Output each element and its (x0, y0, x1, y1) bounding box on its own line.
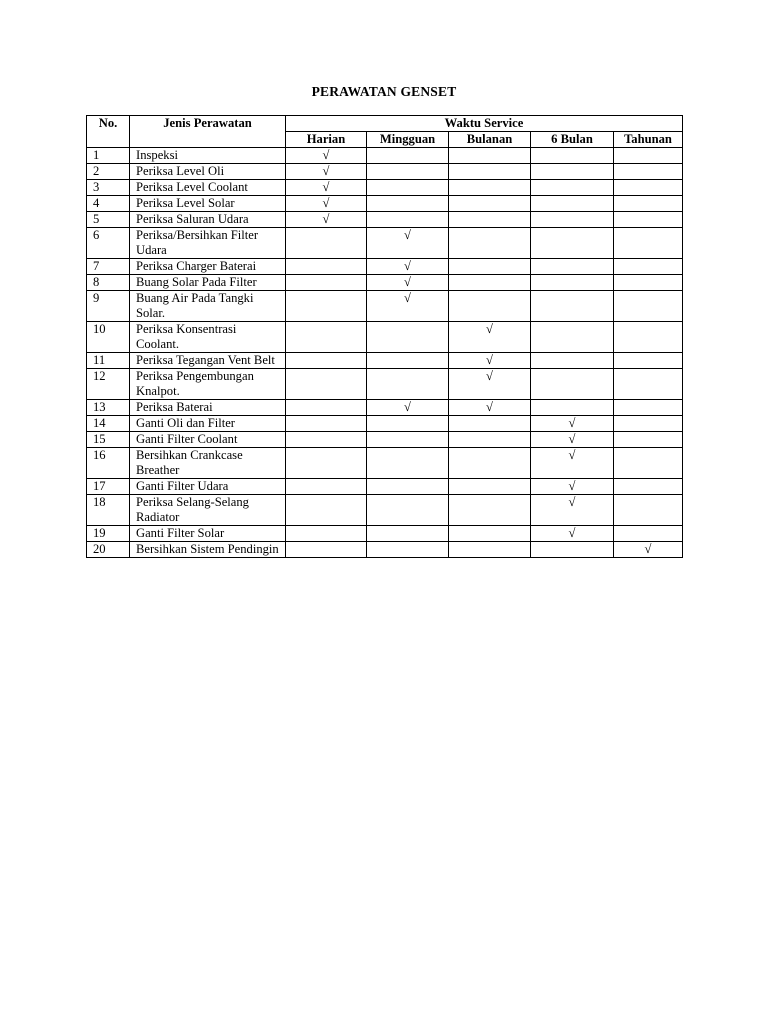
table-row (87, 148, 683, 164)
check-cell (531, 148, 614, 164)
check-cell (614, 275, 683, 291)
check-cell: √ (286, 212, 367, 228)
table-row (87, 353, 683, 369)
check-cell: √ (367, 228, 449, 259)
table-row (87, 275, 683, 291)
row-number: 19 (87, 526, 130, 542)
table-row (87, 164, 683, 180)
check-cell (614, 180, 683, 196)
check-cell (449, 495, 531, 526)
row-number: 18 (87, 495, 130, 526)
row-number: 8 (87, 275, 130, 291)
check-cell: √ (449, 369, 531, 400)
row-number: 15 (87, 432, 130, 448)
check-cell (449, 479, 531, 495)
row-number: 9 (87, 291, 130, 322)
check-cell (367, 479, 449, 495)
check-cell (614, 291, 683, 322)
row-task: Ganti Filter Udara (130, 479, 286, 495)
row-number: 13 (87, 400, 130, 416)
check-cell (449, 275, 531, 291)
check-cell (286, 448, 367, 479)
check-cell (367, 164, 449, 180)
check-cell: √ (286, 164, 367, 180)
check-cell (367, 416, 449, 432)
check-cell (367, 322, 449, 353)
check-cell (449, 196, 531, 212)
row-task: Periksa Tegangan Vent Belt (130, 353, 286, 369)
check-cell (531, 322, 614, 353)
row-number: 4 (87, 196, 130, 212)
check-cell: √ (286, 148, 367, 164)
header-harian: Harian (286, 132, 367, 148)
header-jenis-perawatan: Jenis Perawatan (130, 116, 286, 148)
table-body (87, 148, 683, 558)
check-cell: √ (614, 542, 683, 558)
check-cell (614, 228, 683, 259)
row-task: Buang Air Pada Tangki Solar. (130, 291, 286, 322)
table-row (87, 448, 683, 479)
row-number: 7 (87, 259, 130, 275)
row-task: Periksa Level Solar (130, 196, 286, 212)
row-number: 16 (87, 448, 130, 479)
check-cell (531, 369, 614, 400)
check-cell: √ (449, 322, 531, 353)
check-cell (286, 369, 367, 400)
check-cell (286, 353, 367, 369)
table-row (87, 400, 683, 416)
check-cell (531, 259, 614, 275)
check-cell (531, 353, 614, 369)
check-cell: √ (531, 416, 614, 432)
check-cell (531, 212, 614, 228)
check-cell (531, 542, 614, 558)
page-title: PERAWATAN GENSET (311, 84, 457, 99)
check-cell (286, 432, 367, 448)
check-cell (449, 448, 531, 479)
check-cell (614, 448, 683, 479)
check-cell (614, 212, 683, 228)
table-row (87, 416, 683, 432)
check-cell (449, 164, 531, 180)
check-cell (531, 164, 614, 180)
check-cell: √ (531, 448, 614, 479)
check-cell: √ (367, 400, 449, 416)
table-row (87, 228, 683, 259)
row-number: 3 (87, 180, 130, 196)
check-cell: √ (449, 400, 531, 416)
check-cell (614, 164, 683, 180)
row-task: Periksa Saluran Udara (130, 212, 286, 228)
check-cell (614, 353, 683, 369)
check-cell (449, 542, 531, 558)
check-cell (531, 291, 614, 322)
check-cell: √ (449, 353, 531, 369)
check-cell (367, 432, 449, 448)
row-task: Periksa Level Oli (130, 164, 286, 180)
check-cell (367, 148, 449, 164)
header-mingguan: Mingguan (367, 132, 449, 148)
row-number: 14 (87, 416, 130, 432)
check-cell (367, 353, 449, 369)
check-cell (286, 322, 367, 353)
check-cell (286, 275, 367, 291)
check-cell: √ (531, 432, 614, 448)
table-row (87, 291, 683, 322)
table-row (87, 526, 683, 542)
header-6-bulan: 6 Bulan (531, 132, 614, 148)
row-task: Buang Solar Pada Filter (130, 275, 286, 291)
check-cell (449, 180, 531, 196)
check-cell (531, 228, 614, 259)
table-row (87, 212, 683, 228)
check-cell (449, 148, 531, 164)
check-cell (614, 479, 683, 495)
check-cell (286, 495, 367, 526)
row-task: Periksa Charger Baterai (130, 259, 286, 275)
check-cell (531, 196, 614, 212)
check-cell (449, 212, 531, 228)
row-task: Ganti Filter Solar (130, 526, 286, 542)
check-cell (286, 526, 367, 542)
check-cell: √ (367, 259, 449, 275)
table-row (87, 322, 683, 353)
check-cell (614, 148, 683, 164)
check-cell: √ (286, 196, 367, 212)
row-number: 11 (87, 353, 130, 369)
check-cell (449, 432, 531, 448)
check-cell (614, 322, 683, 353)
check-cell (614, 400, 683, 416)
check-cell (367, 526, 449, 542)
row-number: 5 (87, 212, 130, 228)
row-task: Bersihkan Sistem Pendingin (130, 542, 286, 558)
check-cell: √ (531, 495, 614, 526)
check-cell: √ (531, 526, 614, 542)
row-task: Inspeksi (130, 148, 286, 164)
check-cell: √ (367, 275, 449, 291)
table-row (87, 495, 683, 526)
check-cell (614, 416, 683, 432)
row-task: Periksa Pengembungan Knalpot. (130, 369, 286, 400)
check-cell (286, 416, 367, 432)
check-cell: √ (531, 479, 614, 495)
header-no: No. (87, 116, 130, 148)
header-tahunan: Tahunan (614, 132, 683, 148)
table-row (87, 259, 683, 275)
row-number: 2 (87, 164, 130, 180)
check-cell (614, 432, 683, 448)
table-row (87, 479, 683, 495)
row-task: Bersihkan Crankcase Breather (130, 448, 286, 479)
check-cell (367, 495, 449, 526)
check-cell (531, 275, 614, 291)
row-task: Ganti Filter Coolant (130, 432, 286, 448)
table-row (87, 196, 683, 212)
row-task: Periksa Baterai (130, 400, 286, 416)
check-cell (286, 291, 367, 322)
check-cell (449, 416, 531, 432)
check-cell (367, 212, 449, 228)
check-cell (367, 180, 449, 196)
check-cell (614, 369, 683, 400)
check-cell (367, 369, 449, 400)
check-cell (367, 196, 449, 212)
check-cell (449, 526, 531, 542)
table-row (87, 542, 683, 558)
check-cell (614, 196, 683, 212)
check-cell (614, 259, 683, 275)
row-number: 10 (87, 322, 130, 353)
check-cell: √ (286, 180, 367, 196)
check-cell (531, 400, 614, 416)
row-task: Ganti Oli dan Filter (130, 416, 286, 432)
check-cell (531, 180, 614, 196)
check-cell (449, 259, 531, 275)
row-task: Periksa Selang-Selang Radiator (130, 495, 286, 526)
check-cell (367, 448, 449, 479)
row-number: 17 (87, 479, 130, 495)
row-number: 6 (87, 228, 130, 259)
check-cell (449, 228, 531, 259)
row-task: Periksa Level Coolant (130, 180, 286, 196)
check-cell (286, 542, 367, 558)
table-row (87, 369, 683, 400)
check-cell (614, 495, 683, 526)
check-cell (449, 291, 531, 322)
row-number: 1 (87, 148, 130, 164)
check-cell (286, 259, 367, 275)
check-cell (614, 526, 683, 542)
row-task: Periksa Konsentrasi Coolant. (130, 322, 286, 353)
row-number: 20 (87, 542, 130, 558)
header-waktu-service: Waktu Service (286, 116, 683, 132)
check-cell (367, 542, 449, 558)
row-number: 12 (87, 369, 130, 400)
check-cell (286, 228, 367, 259)
check-cell (286, 479, 367, 495)
table-row (87, 180, 683, 196)
check-cell (286, 400, 367, 416)
check-cell: √ (367, 291, 449, 322)
maintenance-table (86, 115, 683, 558)
table-row (87, 432, 683, 448)
header-bulanan: Bulanan (449, 132, 531, 148)
row-task: Periksa/Bersihkan Filter Udara (130, 228, 286, 259)
